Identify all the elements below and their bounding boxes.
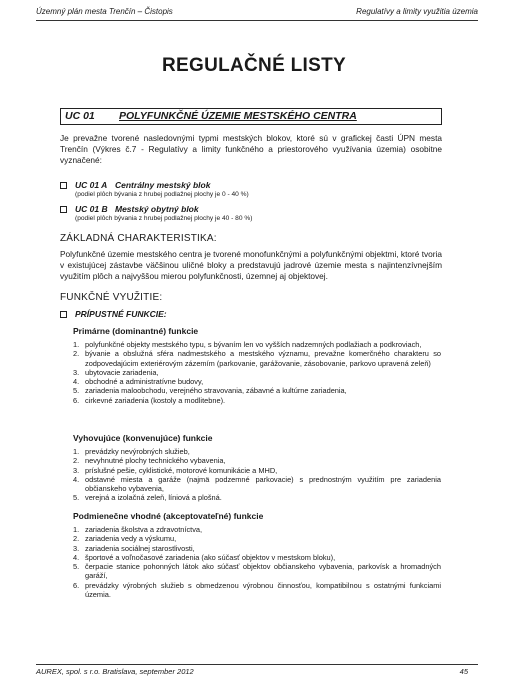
page-footer [36,664,478,677]
intro-paragraph: Je prevažne tvorené nasledovnými typmi mestských blokov, ktoré sú v grafickej časti ÚPN mesta Trenčín (Výkres č.7 - Regulatívy a limity funkčného a priestorového využívania územia) osobitne vyznačené: [60,133,442,165]
option-heading [75,180,210,190]
list-suitable [73,447,441,503]
list-item [73,475,441,494]
uc-title-bar [60,108,442,125]
list-item [73,544,441,553]
item-text: zariadenia školstva a zdravotníctva, [85,525,203,534]
permitted-label: PRÍPUSTNÉ FUNKCIE: [75,309,167,319]
item-text: zariadenia sociálnej starostlivosti, [85,543,195,553]
list-conditional [73,525,441,599]
category-title-primary: Primárne (dominantné) funkcie [73,326,199,336]
list-item [73,525,441,534]
item-text: príslušné pešie, cyklistické, motorové komunikácie a MHD, [85,465,278,475]
item-text: športové a voľnočasové zariadenia (ako súčasť objektov v mestskom bloku), [85,552,336,562]
option-name: Mestský obytný blok [115,204,199,214]
list-item [73,386,441,395]
section-heading-functional: FUNKČNÉ VYUŽITIE: [60,292,163,303]
list-primary [73,340,441,405]
option-note: (podiel plôch bývania z hrubej podlažnej plochy je 0 - 40 %) [75,191,249,198]
item-number: 6. [73,395,80,405]
item-text: prevádzky nevýrobných služieb, [85,447,190,456]
page-title: REGULAČNÉ LISTY [162,55,346,76]
option-name: Centrálny mestský blok [115,180,211,190]
list-item [73,349,441,368]
item-number: 6. [73,580,80,590]
list-item [73,581,441,600]
option-item-b [60,204,440,226]
page-number: 45 [459,667,468,676]
list-item [73,534,441,543]
item-number: 3. [73,543,80,553]
option-code: UC 01 A [75,180,108,190]
item-number: 4. [73,552,80,562]
checkbox-icon [60,311,67,318]
item-text: verejná a izolačná zeleň, líniová a plošná. [85,493,222,503]
category-title-conditional: Podmienečne vhodné (akceptovateľné) funkcie [73,511,264,521]
uc-code: UC 01 [65,110,95,122]
item-text: prevádzky výrobných služieb s obmedzenou výrobnou činnosťou, kompatibilnou s ostatnými funkciami územia. [85,580,441,600]
list-item [73,466,441,475]
option-note: (podiel plôch bývania z hrubej podlažnej plochy je 40 - 80 %) [75,215,253,222]
list-item [73,396,441,405]
option-item-a [60,180,440,202]
item-text: obchodné a administratívne budovy, [85,377,204,387]
item-text: čerpacie stanice pohonných látok ako súčasť objektov občianskeho vybavenia, parkovísk a hromadných garáží, [85,562,441,581]
option-heading [75,204,199,214]
item-text: polyfunkčné objekty mestského typu, s bývaním len vo vyšších nadzemných podlažiach a podkroviach, [85,340,422,349]
item-number: 4. [73,474,80,484]
item-text: cirkevné zariadenia (kostoly a modlitebne). [85,395,226,405]
item-number: 2. [73,534,80,544]
item-text: zariadenia vedy a výskumu, [85,534,177,544]
checkbox-icon [60,206,67,213]
item-number: 2. [73,456,80,466]
list-item [73,368,441,377]
basic-paragraph: Polyfunkčné územie mestského centra je tvorené monofunkčnými a polyfunkčnými objektmi, ktoré tvoria v existujúcej zástavbe väčšinou uličné bloky a predstavujú jadrové územie mesta s najintenzívnejším využitím plôch a najvyššou mierou polyfunkčnosti, územnej aj objektovej. [60,249,442,281]
list-item [73,493,441,502]
list-item [73,553,441,562]
item-text: odstavné miesta a garáže (najmä podzemné parkovacie) s prednostným využitím pre zariadenia občianskeho vybavenia, [85,474,441,494]
item-text: ubytovacie zariadenia, [85,367,159,377]
item-number: 2. [73,349,80,359]
item-number: 1. [73,447,80,456]
page-header [36,6,478,21]
list-item [73,340,441,349]
section-heading-basic: ZÁKLADNÁ CHARAKTERISTIKA: [60,233,217,244]
item-number: 5. [73,386,80,396]
item-text: nevyhnutné plochy technického vybavenia, [85,456,226,466]
checkbox-icon [60,182,67,189]
list-item [73,562,441,581]
header-left-text: Územný plán mesta Trenčín – Čistopis [36,7,173,16]
list-item [73,456,441,465]
option-code: UC 01 B [75,204,108,214]
item-number: 3. [73,367,80,377]
permitted-functions-heading [60,309,440,320]
list-item [73,377,441,386]
item-text: zariadenia maloobchodu, verejného stravovania, zábavné a kultúrne zariadenia, [85,386,347,396]
item-number: 1. [73,525,80,534]
category-title-suitable: Vyhovujúce (konvenujúce) funkcie [73,433,213,443]
header-right-text: Regulatívy a limity využitia územia [356,7,478,16]
item-number: 5. [73,493,80,503]
list-item [73,447,441,456]
footer-left-text: AUREX, spol. s r.o. Bratislava, september 2012 [36,667,194,676]
item-text: bývanie a obslužná sféra nadmestského a mestského významu, prevažne komerčného charakteru so zodpovedajúcim exteriérovým zázemím (parkovanie, garážovanie, zásobovanie, parkovo upravená zeleň) [85,349,441,368]
item-number: 5. [73,562,80,572]
item-number: 3. [73,465,80,475]
uc-name: POLYFUNKČNÉ ÚZEMIE MESTSKÉHO CENTRA [119,110,357,122]
item-number: 1. [73,340,80,349]
item-number: 4. [73,377,80,387]
